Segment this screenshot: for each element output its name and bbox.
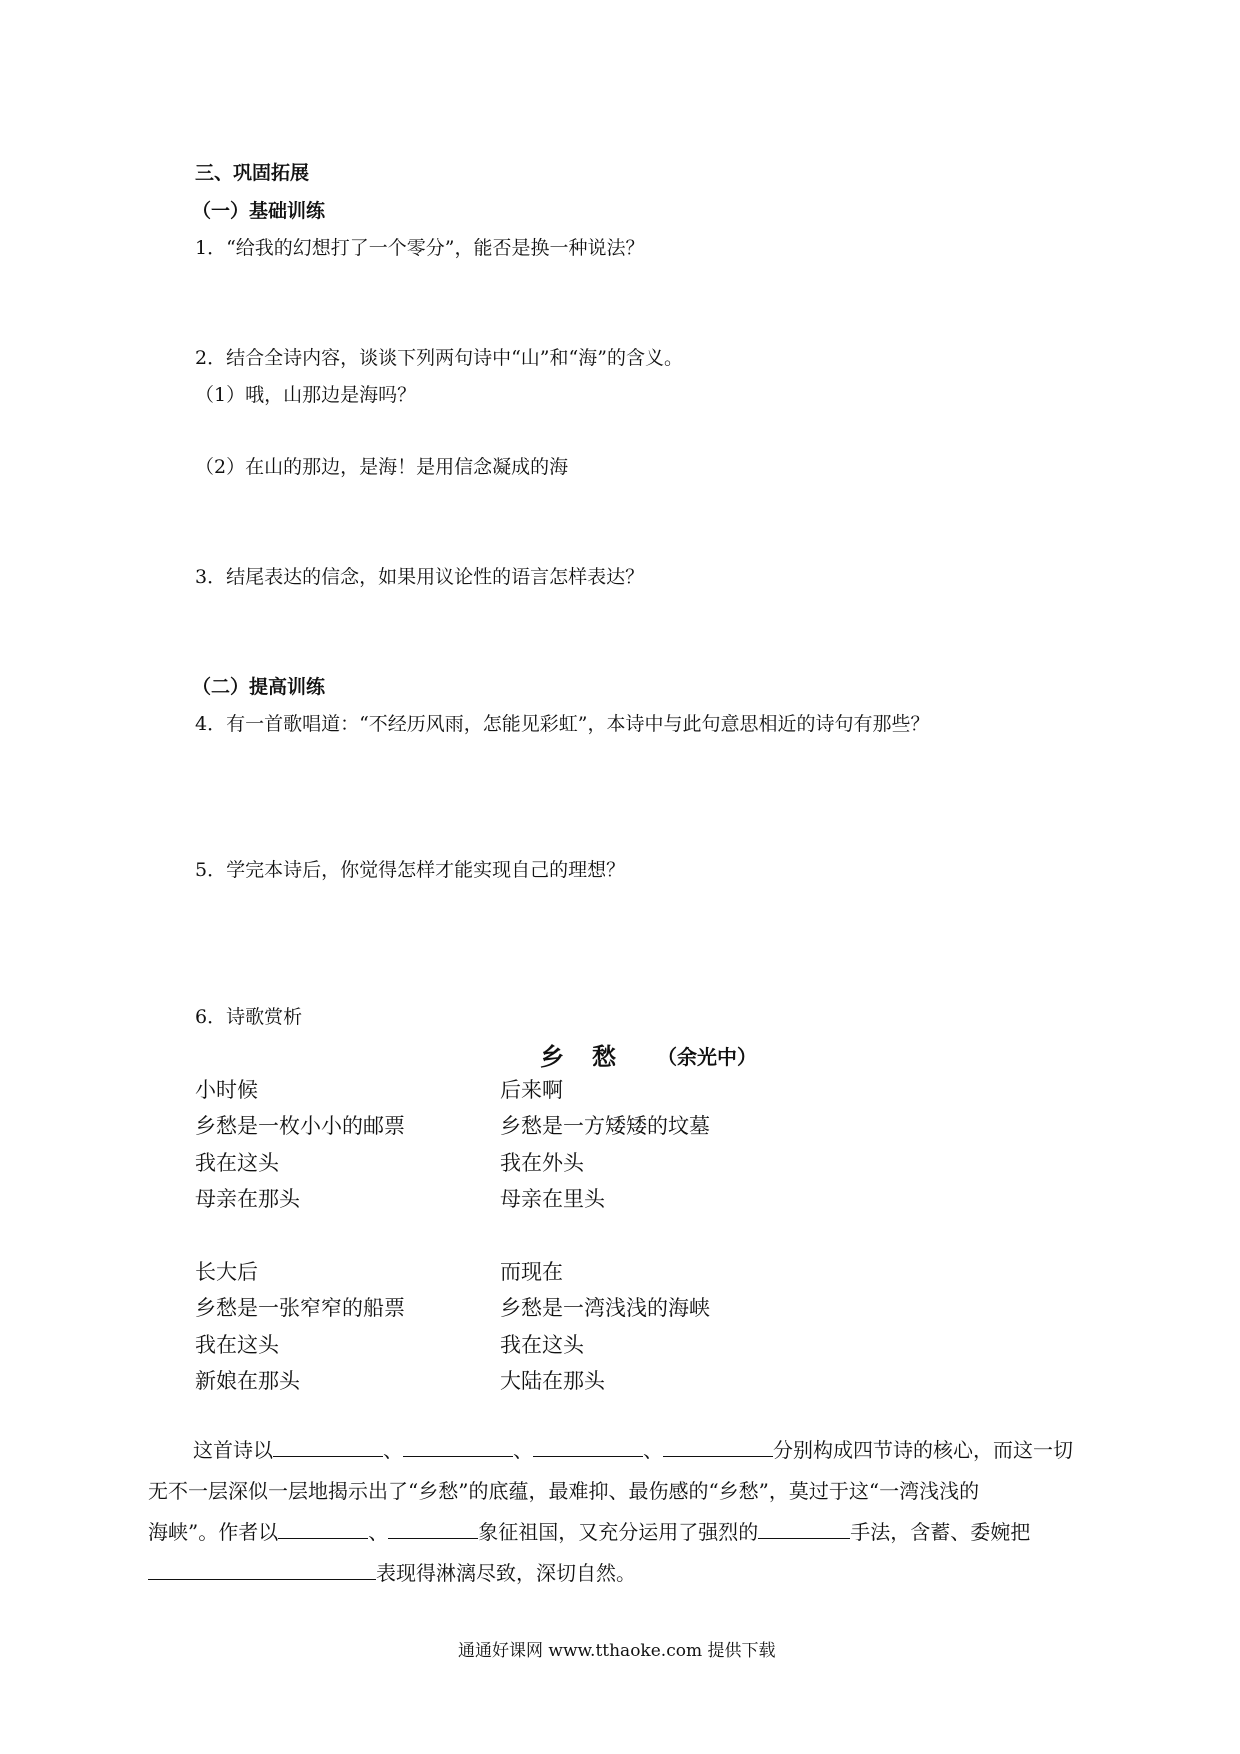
- analysis-line-3: [148, 1512, 1030, 1553]
- analysis-text: 表现得淋漓尽致，深切自然。: [376, 1561, 636, 1585]
- fill-blank[interactable]: [278, 1518, 368, 1539]
- poem-line: 乡愁是一湾浅浅的海峡: [500, 1296, 710, 1320]
- separator: 、: [383, 1438, 403, 1462]
- poem-line: 母亲在那头: [195, 1187, 300, 1211]
- analysis-line-4: [148, 1553, 636, 1594]
- subsection-basic: （一）基础训练: [192, 200, 326, 222]
- fill-blank[interactable]: [148, 1559, 376, 1580]
- poem-line: 母亲在里头: [500, 1187, 605, 1211]
- poem-line: 乡愁是一张窄窄的船票: [195, 1296, 405, 1320]
- fill-blank[interactable]: [273, 1436, 383, 1457]
- subsection-advanced: （二）提高训练: [192, 676, 326, 698]
- poem-author: （余光中）: [657, 1045, 757, 1069]
- poem-line: 我在外头: [500, 1151, 584, 1175]
- analysis-line-2: 无不一层深似一层地揭示出了“乡愁”的底蕴，最难抑、最伤感的“乡愁”，莫过于这“一湾浅浅的: [148, 1479, 980, 1503]
- fill-blank[interactable]: [663, 1436, 773, 1457]
- question-1: 1．“给我的幻想打了一个零分”，能否是换一种说法？: [195, 237, 645, 259]
- poem-line: 后来啊: [500, 1078, 563, 1102]
- separator: 、: [513, 1438, 533, 1462]
- poem-line: 小时候: [195, 1078, 258, 1102]
- question-6: 6．诗歌赏析: [195, 1006, 303, 1028]
- analysis-text: 分别构成四节诗的核心，而这一切: [773, 1438, 1073, 1462]
- poem-line: 而现在: [500, 1260, 563, 1284]
- poem-line: 乡愁是一枚小小的邮票: [195, 1114, 405, 1138]
- poem-line: 大陆在那头: [500, 1369, 605, 1393]
- analysis-text: 这首诗以: [193, 1438, 273, 1462]
- poem-line: 我在这头: [500, 1333, 584, 1357]
- fill-blank[interactable]: [533, 1436, 643, 1457]
- question-2-1: （1）哦，山那边是海吗？: [195, 384, 417, 406]
- analysis-text: 海峡”。作者以: [148, 1520, 279, 1544]
- analysis-text: 手法，含蓄、委婉把: [850, 1520, 1031, 1544]
- question-3: 3．结尾表达的信念，如果用议论性的语言怎样表达？: [195, 566, 645, 588]
- separator: 、: [643, 1438, 663, 1462]
- fill-blank[interactable]: [403, 1436, 513, 1457]
- analysis-text: 象征祖国，又充分运用了强烈的: [478, 1520, 759, 1544]
- poem-line: 我在这头: [195, 1333, 279, 1357]
- question-2-2: （2）在山的那边，是海！是用信念凝成的海: [195, 456, 569, 478]
- analysis-line-1: [193, 1430, 1073, 1471]
- poem-line: 乡愁是一方矮矮的坟墓: [500, 1114, 710, 1138]
- fill-blank[interactable]: [758, 1518, 850, 1539]
- poem-title: 乡 愁: [540, 1043, 618, 1071]
- page-footer: 通通好课网 www.tthaoke.com 提供下载: [458, 1641, 776, 1661]
- poem-line: 新娘在那头: [195, 1369, 300, 1393]
- poem-line: 我在这头: [195, 1151, 279, 1175]
- fill-blank[interactable]: [388, 1518, 478, 1539]
- separator: 、: [368, 1520, 389, 1544]
- poem-line: 长大后: [195, 1260, 258, 1284]
- question-2: 2．结合全诗内容，谈谈下列两句诗中“山”和“海”的含义。: [195, 347, 683, 369]
- section-heading: 三、巩固拓展: [195, 162, 310, 184]
- question-5: 5．学完本诗后，你觉得怎样才能实现自己的理想？: [195, 859, 626, 881]
- question-4: 4．有一首歌唱道：“不经历风雨，怎能见彩虹”，本诗中与此句意思相近的诗句有那些？: [195, 713, 930, 735]
